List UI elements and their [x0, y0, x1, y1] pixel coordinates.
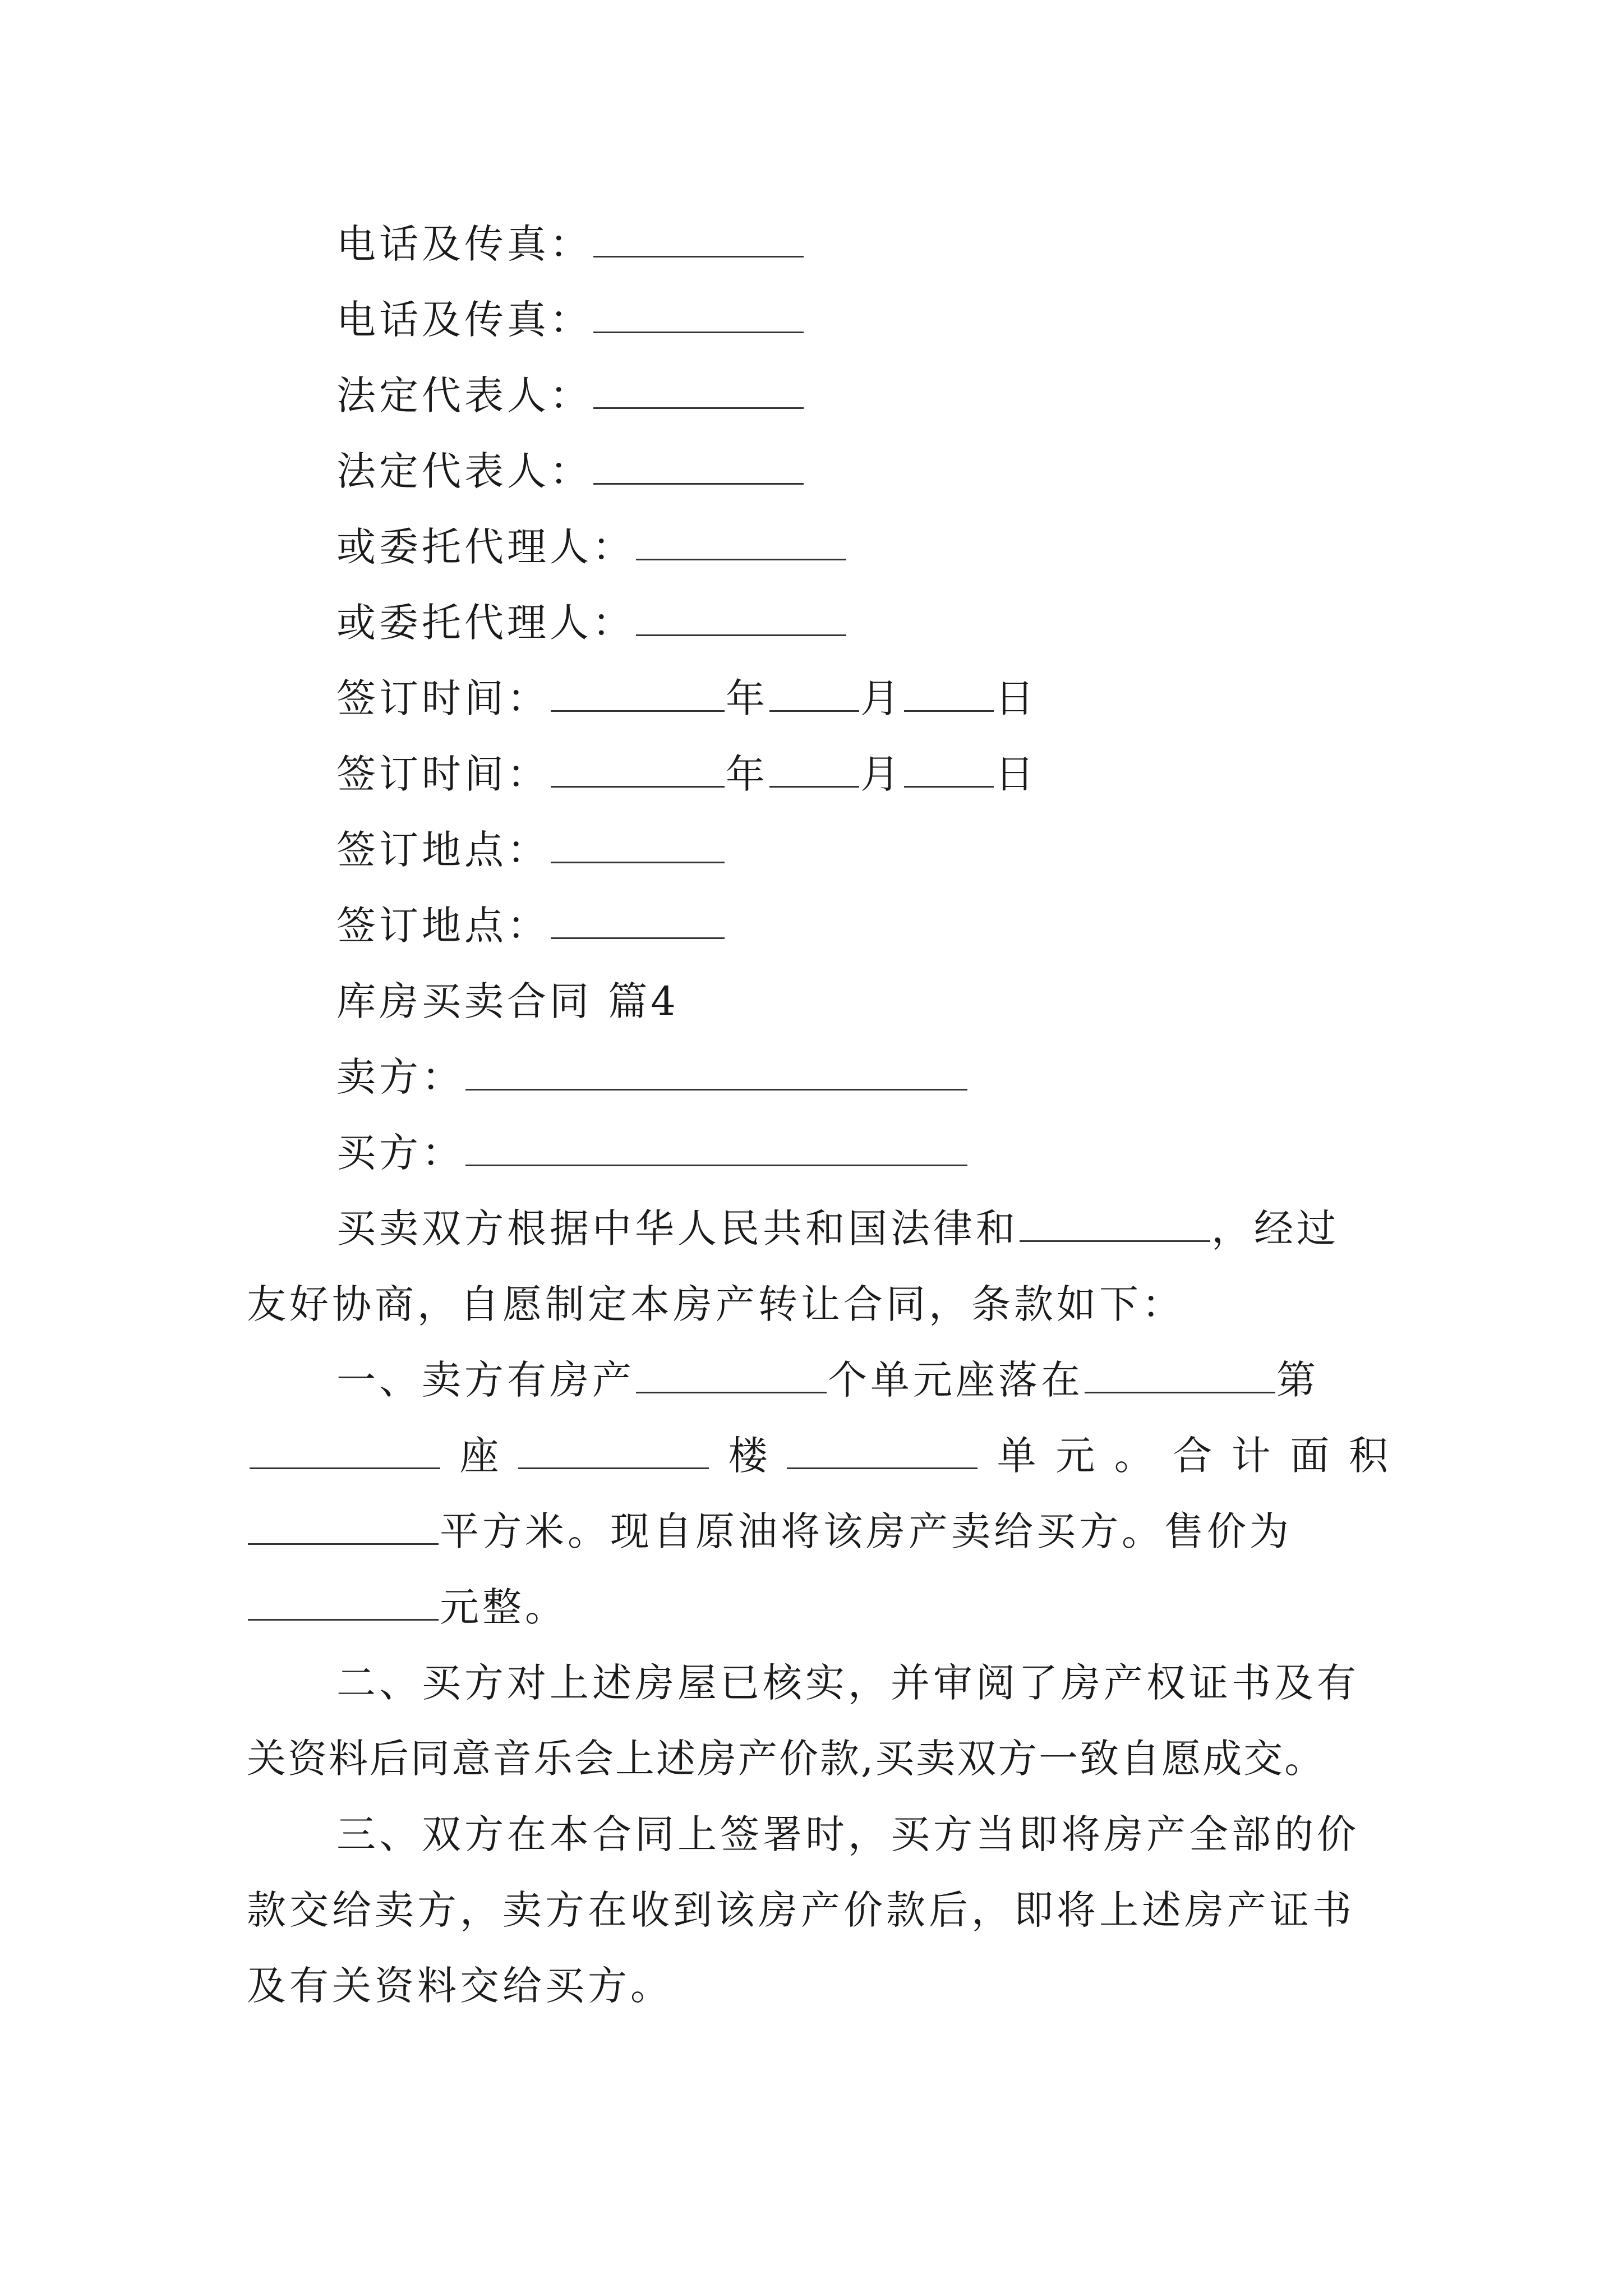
legal-rep-row-1 [336, 370, 805, 421]
phone-fax-row-1 [336, 219, 805, 269]
price-blank[interactable] [248, 1584, 439, 1621]
seller-label: 卖方： [336, 1054, 464, 1100]
clause3-line-1: 三、双方在本合同上签署时，买方当即将房产全部的价 [336, 1811, 1359, 1857]
clause1-line-1 [336, 1355, 1319, 1405]
year-label: 年 [726, 675, 768, 721]
agent-blank[interactable] [636, 524, 846, 560]
clause3-line-2: 款交给卖方，卖方在收到该房产价款后，即将上述房产证书 [247, 1887, 1355, 1933]
agent-label: 或委托代理人： [336, 524, 635, 570]
clause3-line-3: 及有关资料交给买方。 [247, 1963, 673, 2009]
day-blank[interactable] [904, 751, 994, 788]
year-blank[interactable] [551, 675, 725, 712]
phone-fax-blank[interactable] [593, 297, 804, 333]
intro-text: ，经过 [1211, 1205, 1339, 1251]
month-label: 月 [860, 675, 903, 721]
clause-text: 第 [1276, 1357, 1319, 1403]
clause-text: 楼 [728, 1433, 768, 1479]
clause2-line-2: 关资料后同意音乐会上述房产价款,买卖双方一致自愿成交。 [247, 1736, 1326, 1782]
sign-time-row-1 [336, 673, 1038, 724]
phone-fax-label: 电话及传真： [336, 221, 592, 267]
year-label: 年 [726, 751, 768, 797]
month-label: 月 [860, 751, 903, 797]
month-blank[interactable] [769, 751, 859, 788]
legal-rep-blank[interactable] [593, 448, 804, 485]
agent-blank[interactable] [636, 600, 846, 636]
legal-rep-row-2 [336, 446, 805, 496]
clause-text: 元 [1055, 1433, 1095, 1479]
legal-rep-label: 法定代表人： [336, 448, 592, 494]
legal-rep-blank[interactable] [593, 372, 804, 409]
location-blank[interactable] [1085, 1357, 1275, 1393]
sign-place-blank[interactable] [551, 827, 725, 863]
intro-text: 买卖双方根据中华人民共和国法律和 [336, 1205, 1018, 1251]
sign-place-label: 签订地点： [336, 903, 550, 949]
clause-text: 元整。 [440, 1584, 568, 1630]
phone-fax-row-2 [336, 295, 805, 345]
buyer-label: 买方： [336, 1130, 464, 1176]
seller-row [336, 1052, 969, 1102]
clause-text: 座 [459, 1433, 499, 1479]
clause-text: 一、卖方有房产 [336, 1357, 635, 1403]
sign-place-blank[interactable] [551, 903, 725, 939]
agent-label: 或委托代理人： [336, 600, 635, 646]
clause-text: 个单元座落在 [828, 1357, 1083, 1403]
floor-blank[interactable] [518, 1433, 709, 1469]
clause-text: 平方米。现自原油将该房产卖给买方。售价为 [440, 1508, 1292, 1554]
sign-place-row-1 [336, 825, 726, 875]
year-blank[interactable] [551, 751, 725, 788]
clause-text: 计 [1231, 1433, 1271, 1479]
law-blank[interactable] [1020, 1205, 1210, 1242]
day-blank[interactable] [904, 675, 994, 712]
clause-text: 合 [1173, 1433, 1212, 1479]
intro-line-2: 友好协商，自愿制定本房产转让合同，条款如下： [247, 1281, 1184, 1327]
building-blank[interactable] [250, 1433, 440, 1469]
sign-place-label: 签订地点： [336, 827, 550, 873]
buyer-blank[interactable] [465, 1130, 967, 1166]
sign-place-row-2 [336, 900, 726, 951]
clause2-line-1: 二、买方对上述房屋已核实，并审阅了房产权证书及有 [336, 1660, 1359, 1706]
sign-time-label: 签订时间： [336, 675, 550, 721]
legal-rep-label: 法定代表人： [336, 372, 592, 418]
area-blank[interactable] [248, 1508, 439, 1545]
unit-count-blank[interactable] [636, 1357, 827, 1393]
clause1-line-4 [247, 1582, 568, 1632]
unit-blank[interactable] [787, 1433, 978, 1469]
sign-time-row-2 [336, 749, 1038, 799]
phone-fax-label: 电话及传真： [336, 297, 592, 343]
clause1-line-3 [247, 1506, 1292, 1557]
intro-line-1 [336, 1203, 1339, 1254]
buyer-row [336, 1128, 969, 1178]
seller-blank[interactable] [465, 1054, 967, 1091]
clause-text: 单 [997, 1433, 1036, 1479]
agent-row-2 [336, 597, 847, 648]
clause-text: 。 [1114, 1433, 1154, 1479]
clause1-line-2 [250, 1430, 1388, 1481]
sign-time-label: 签订时间： [336, 751, 550, 797]
day-label: 日 [995, 751, 1038, 797]
day-label: 日 [995, 675, 1038, 721]
month-blank[interactable] [769, 675, 859, 712]
clause-text: 面 [1290, 1433, 1330, 1479]
section-title: 库房买卖合同 篇4 [336, 978, 679, 1024]
phone-fax-blank[interactable] [593, 221, 804, 257]
clause-text: 积 [1348, 1433, 1388, 1479]
agent-row-1 [336, 522, 847, 572]
